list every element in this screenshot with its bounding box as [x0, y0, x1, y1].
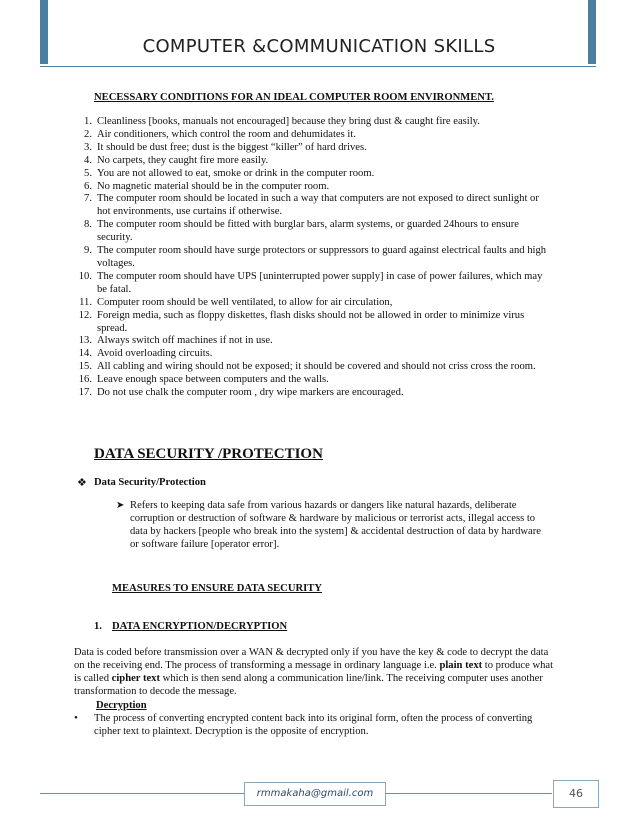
list-item-text: The computer room should be located in such a way that computers are not exposed to direct sunlight or hot environments, use curtains if otherwise.: [97, 193, 539, 218]
footer-email: rmmakaha@gmail.com: [244, 782, 386, 806]
list-item-number: 12.: [78, 309, 92, 321]
definition-paragraph: Refers to keeping data safe from various hazards or dangers like natural hazards, deliberate corruption or destruction of software & hardware by malicious or terrorist acts, illegal access to data by hackers [people who break into the system] & accidental destruction of data by hardware or software failure [operator error].: [130, 500, 541, 550]
list-item-text: Air conditioners, which control the room and dehumidates it.: [97, 128, 356, 140]
list-item: [72, 193, 548, 219]
list-item-text: Foreign media, such as floppy diskettes, flash disks should not be allowed in order to minimize virus spread.: [97, 309, 525, 334]
page-number: 46: [553, 780, 599, 808]
list-item-text: The computer room should have surge protectors or suppressors to guard against electrical faults and high voltages.: [97, 245, 547, 269]
measure-heading-encryption: DATA ENCRYPTION/DECRYPTION: [112, 621, 288, 632]
list-item-number: 16.: [78, 374, 92, 386]
bullet-dot-icon: •: [74, 712, 78, 724]
list-item: [72, 116, 548, 129]
list-item-number: 11.: [79, 296, 92, 308]
list-item-number: 4.: [84, 154, 92, 166]
para-text: which is then send along a communication line/link. The receiving computer uses another transformation to decode the message.: [74, 673, 543, 697]
list-item: [72, 168, 548, 181]
section-heading-computer-room: NECESSARY CONDITIONS FOR AN IDEAL COMPUTER ROOM ENVIRONMENT.: [94, 92, 494, 103]
measure-number: 1.: [94, 621, 102, 632]
list-item-number: 15.: [78, 361, 92, 373]
list-item: [72, 181, 548, 194]
list-item-text: No carpets, they caught fire more easily.: [97, 154, 269, 166]
list-item-number: 5.: [84, 167, 92, 179]
list-item: [72, 310, 548, 336]
list-item-text: All cabling and wiring should not be exposed; it should be covered and should not criss cross the room.: [97, 361, 536, 373]
diamond-bullet-icon: ❖: [77, 477, 87, 489]
para-text: to produce what is called: [74, 660, 554, 684]
encryption-paragraph: [74, 646, 554, 698]
arrow-bullet-icon: ➤: [116, 500, 125, 511]
list-item-number: 9.: [84, 245, 92, 257]
list-item-text: Do not use chalk the computer room , dry wipe markers are encouraged.: [97, 387, 404, 399]
list-item: [72, 219, 548, 245]
section-heading-data-security: DATA SECURITY /PROTECTION: [94, 446, 323, 462]
header-rule: [40, 66, 596, 67]
list-item-text: Cleanliness [books, manuals not encouraged] because they bring dust & caught fire easily.: [97, 116, 480, 127]
list-item: [72, 297, 548, 310]
list-item-number: 1.: [84, 116, 92, 127]
list-item: [72, 374, 548, 387]
list-item: [72, 387, 548, 400]
list-item-number: 10.: [78, 270, 92, 282]
list-item: [72, 348, 548, 361]
list-item-text: It should be dust free; dust is the biggest “killer” of hard drives.: [97, 141, 367, 153]
list-item: [72, 271, 548, 297]
decryption-definition: The process of converting encrypted content back into its original form, often the process of converting cipher text to plaintext. Decryption is the opposite of encryption.: [94, 713, 533, 737]
list-item-text: Always switch off machines if not in use.: [97, 335, 273, 347]
list-item-number: 2.: [84, 128, 92, 140]
list-item-text: You are not allowed to eat, smoke or drink in the computer room.: [97, 167, 375, 179]
para-bold-plain-text: plain text: [439, 660, 483, 671]
para-bold-cipher-text: cipher text: [111, 673, 161, 684]
list-item-number: 14.: [78, 348, 92, 360]
list-item: [72, 335, 548, 348]
conditions-list: [72, 116, 548, 400]
list-item-number: 3.: [84, 141, 92, 153]
page-header-title: COMPUTER &COMMUNICATION SKILLS: [142, 36, 496, 57]
measures-heading: MEASURES TO ENSURE DATA SECURITY: [112, 583, 322, 594]
list-item: [72, 155, 548, 168]
list-item: [72, 361, 548, 374]
list-item-number: 6.: [84, 180, 92, 192]
list-item: [72, 142, 548, 155]
list-item-number: 13.: [78, 335, 92, 347]
list-item-text: The computer room should have UPS [uninterrupted power supply] in case of power failures, which may be fatal.: [97, 270, 543, 295]
list-item: [72, 245, 548, 271]
para-text: Data is coded before transmission over a WAN & decrypted only if you have the key & code to decrypt the data on the receiving end. The process of transforming a message in ordinary language i.e.: [74, 647, 549, 671]
list-item-text: Avoid overloading circuits.: [97, 348, 213, 360]
list-item-number: 17.: [78, 387, 92, 399]
list-item: [72, 129, 548, 142]
decryption-label: Decryption: [96, 700, 147, 711]
list-item-text: Leave enough space between computers and the walls.: [97, 374, 329, 386]
list-item-text: Computer room should be well ventilated, to allow for air circulation,: [97, 296, 393, 308]
list-item-number: 8.: [84, 219, 92, 231]
list-item-text: The computer room should be fitted with burglar bars, alarm systems, or guarded 24hours to ensure security.: [97, 219, 519, 244]
list-item-number: 7.: [84, 193, 92, 205]
subheading-data-security: Data Security/Protection: [94, 477, 206, 488]
list-item-text: No magnetic material should be in the computer room.: [97, 180, 330, 192]
